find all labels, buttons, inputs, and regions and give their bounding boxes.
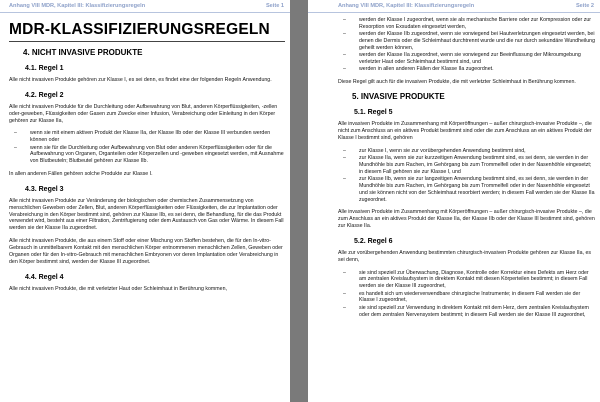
paragraph: Alle nicht invasiven Produkte zur Veränderung der biologischen oder chemischen Zusammensetzung von menschlichen Geweben oder Zellen, Blut, anderen Körperflüssigkeiten oder Flüssigkeiten, die zur Implantation oder Verabreichung in den Körper bestimmt sind, gehören zur Klasse IIb, es sei denn, die Behandlung, für die das Produkt verwendet wird, besteht aus einer Filtration, Zentrifugierung oder dem Austausch von Gas oder Wärme. In diesem Fall werden sie der Klasse IIa zugeordnet. [9,197,284,232]
bullet-list [338,270,596,319]
paragraph: Diese Regel gilt auch für die invasiven Produkte, die mit verletzter Schleimhaut in Berührung kommen. [338,79,576,86]
paragraph: Alle invasiven Produkte im Zusammenhang mit Körperöffnungen – außer chirurgisch-invasive Produkte –, die nicht zum Anschluss an ein aktives Produkt bestimmt sind oder die zum Anschluss an ein aktives Produkt der Klasse I bestimmt sind, gehören [338,121,592,141]
list-item: – werden in allen anderen Fällen der Klasse IIa zugeordnet. [343,66,494,73]
rule-heading: 5.2. Regel 6 [354,237,393,245]
bullet-dash: – [343,290,346,297]
list-item: – zur Klasse IIb, wenn sie zur langzeitigen Anwendung bestimmt sind, es sei denn, sie werden in der Mundhöhle bis zum Rachen, im Gehörgang bis zum Trommelfell oder in der Nasenhöhle eingesetzt und sie können nicht von der Schleimhaut resorbiert werden; in diesem Fall werden sie der Klasse IIa zugeordnet. [343,176,595,203]
list-item: – werden der Klasse IIa zugeordnet, wenn sie vorwiegend zur Beeinflussung der Mikroumgebung verletzter Haut oder Schleimhaut bestimmt sind, und [343,52,581,66]
rule-heading: 4.4. Regel 4 [25,273,64,281]
section-heading: 4. NICHT INVASIVE PRODUKTE [23,48,143,57]
section-heading: 5. INVASIVE PRODUKTE [352,92,445,102]
document-page-2[interactable] [308,0,600,402]
bullet-list [338,17,596,73]
document-page-1[interactable] [0,0,290,402]
paragraph: Alle invasiven Produkte im Zusammenhang mit Körperöffnungen – außer chirurgisch-invasive Produkte –, die zum Anschluss an ein aktives Produkt der Klasse IIa, der Klasse IIb oder der Klasse III bestimmt sind, gehören zur Klasse IIa. [338,209,595,230]
rule-heading: 4.3. Regel 3 [25,185,64,193]
header-page-number: Seite 2 [575,3,594,9]
bullet-dash: – [343,52,346,59]
bullet-dash: – [343,269,346,276]
paragraph: Alle nicht invasiven Produkte für die Durchleitung oder Aufbewahrung von Blut, anderen Körperflüssigkeiten, -zellen oder-geweben, Flüssigkeiten oder Gasen zum Zwecke einer Infusion, Verabreichung oder Einleitung in den Körper gehören zur Klasse IIa, [9,103,278,124]
header-chapter: Anhang VIII MDR, Kapitel III: Klassifizierungsregeln [338,3,475,9]
bullet-dash: – [14,130,17,137]
list-item: – sie sind speziell zur Überwachung, Diagnose, Kontrolle oder Korrektur eines Defekts am Herz oder am zentralen Kreislaufsystem in direktem Kontakt mit diesen Körperteilen bestimmt; in diesem Fall werden sie der Klasse III zugeordnet, [343,269,589,290]
bullet-list [9,130,285,165]
bullet-dash: – [14,144,17,151]
bullet-dash: – [343,66,346,73]
rule-heading: 4.2. Regel 2 [25,91,64,99]
list-item: – werden der Klasse IIb zugeordnet, wenn sie vorwiegend bei Hautverletzungen eingesetzt werden, bei denen die Dermis oder die Schleimhaut durchtrennt wurde und die nur durch sekundäre Wundheilung geheilt werden können, [343,31,596,51]
list-item: – wenn sie mit einem aktiven Produkt der Klasse IIa, der Klasse IIb oder der Klasse III verbunden werden können oder [14,130,271,144]
page-header [0,0,290,13]
bullet-dash: – [343,154,346,161]
bullet-list [338,148,596,204]
paragraph: Alle nicht invasiven Produkte, die aus einem Stoff oder einer Mischung von Stoffen bestehen, die für den In-vitro-Gebrauch in unmittelbarem Kontakt mit den menschlichen Körper entnommenen menschlichen Zellen, Geweben oder Organen oder für den In-vitro-Gebrauch mit menschlichen Embryonen vor deren Implantation oder Verabreichung in den Körper bestimmt sind, werden der Klasse III zugeordnet. [9,238,283,265]
bullet-dash: – [343,304,346,311]
list-item: – zur Klasse I, wenn sie zur vorübergehenden Anwendung bestimmt sind, [343,147,526,154]
bullet-dash: – [343,176,346,182]
list-item: – sie sind speziell zur Verwendung in direktem Kontakt mit dem Herz, dem zentralen Kreislaufsystem oder dem zentralen Nervensystem bestimmt; in diesem Fall werden sie der Klasse III zugeordnet, [343,304,589,318]
page-gap [290,0,308,402]
page-header [308,0,600,13]
list-item: – wenn sie für die Durchleitung oder Aufbewahrung von Blut oder anderen Körperflüssigkeiten oder für die Aufbewahrung von Organen, Organteilen oder Körperzellen und -geweben eingesetzt werden, mit Ausnahme von Blutbeuteln; Blutbeutel gehören zur Klasse IIb. [14,144,284,165]
bullet-dash: – [343,147,346,154]
list-item: – werden der Klasse I zugeordnet, wenn sie als mechanische Barriere oder zur Kompression oder zur Resorption von Exsudaten eingesetzt werden, [343,17,591,30]
rule-heading: 4.1. Regel 1 [25,65,64,72]
paragraph: Alle nicht invasiven Produkte, die mit verletzter Haut oder Schleimhaut in Berührung kommen, [9,285,227,292]
paragraph: Alle zur vorübergehenden Anwendung bestimmten chirurgisch-invasiven Produkte gehören zur Klasse IIa, es sei denn, [338,249,592,263]
paragraph: In allen anderen Fällen gehören solche Produkte zur Klasse I. [9,171,153,178]
bullet-dash: – [343,31,346,38]
header-page-number: Seite 1 [265,3,284,9]
paragraph: Alle nicht invasiven Produkte gehören zur Klasse I, es sei denn, es findet eine der folgenden Regeln Anwendung. [9,77,272,83]
list-item: – es handelt sich um wiederverwendbare chirurgische Instrumente; in diesem Fall werden sie der Klasse I zugeordnet, [343,290,581,304]
document-title: MDR-KLASSIFIZIERUNGSREGELN [9,21,285,42]
rule-heading: 5.1. Regel 5 [354,109,393,117]
bullet-dash: – [343,17,346,23]
header-chapter: Anhang VIII MDR, Kapitel III: Klassifizierungsregeln [9,3,146,9]
list-item: – zur Klasse IIa, wenn sie zur kurzzeitigen Anwendung bestimmt sind, es sei denn, sie werden in der Mundhöhle bis zum Rachen, im Gehörgang bis zum Trommelfell oder in der Nasenhöhle eingesetzt; in diesem Fall gehören sie zur Klasse I, und [343,154,592,175]
